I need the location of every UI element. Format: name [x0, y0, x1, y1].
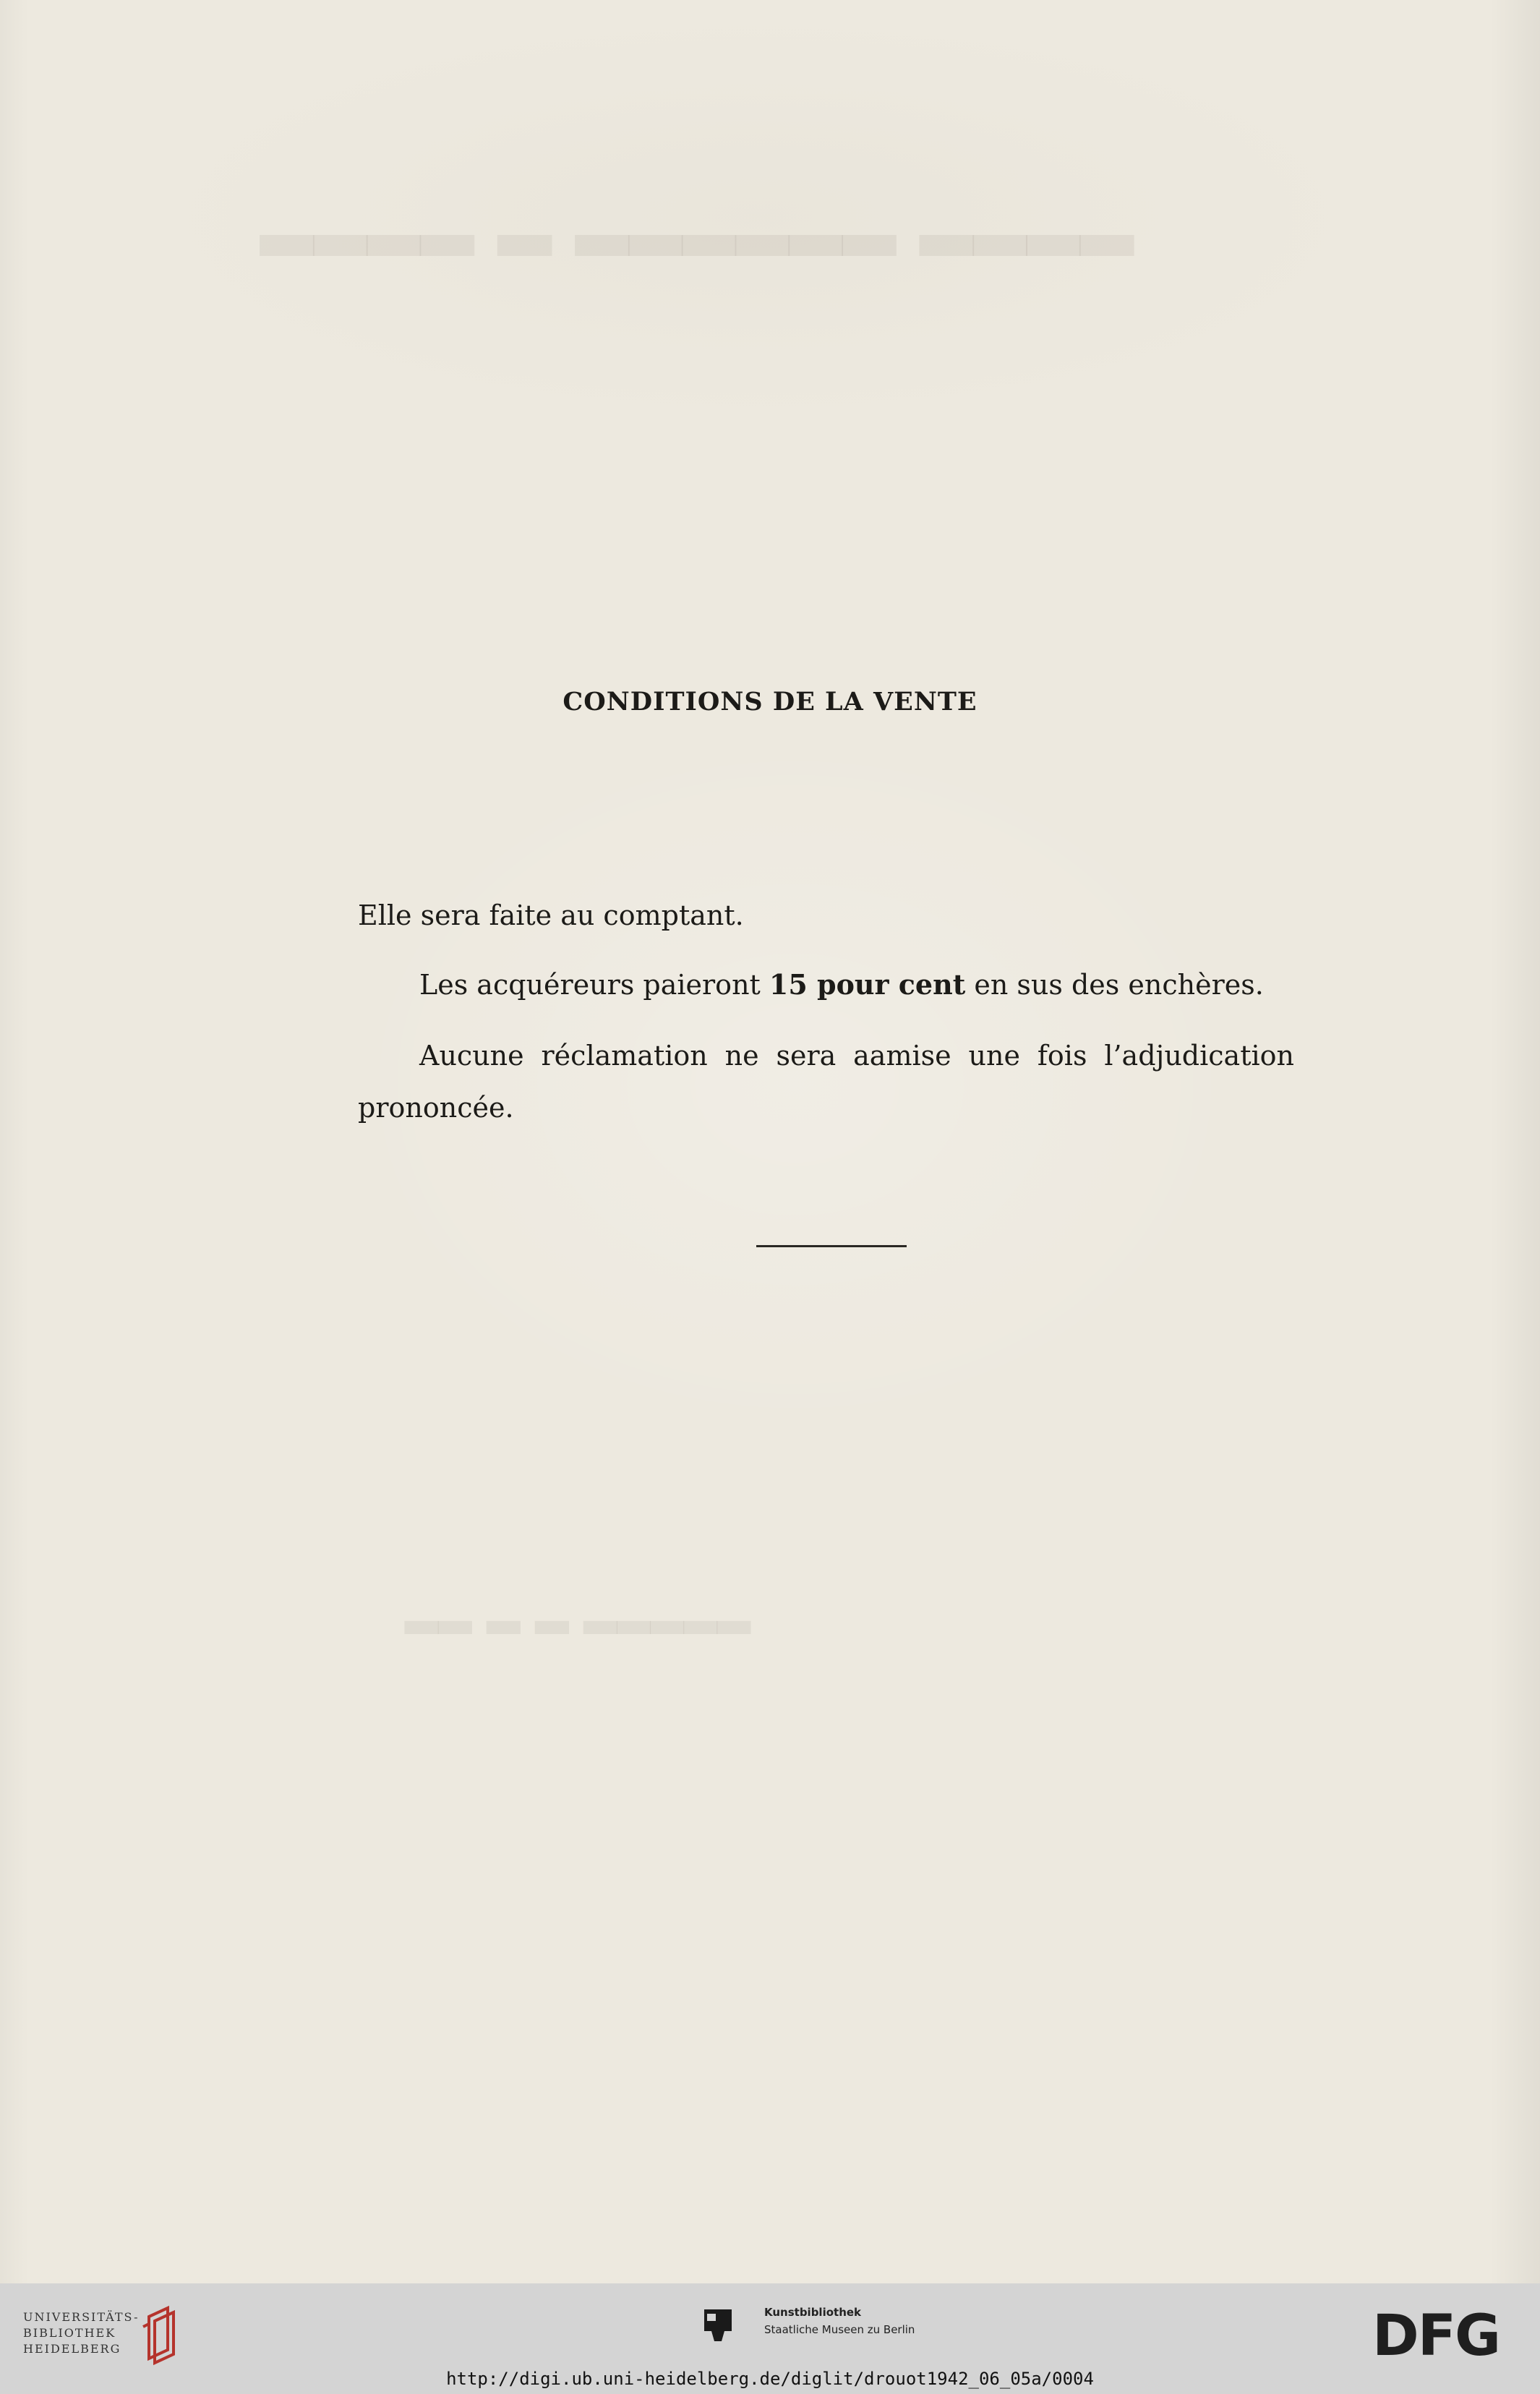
- dfg-logo[interactable]: DFG: [1372, 2304, 1500, 2369]
- permalink-url[interactable]: http://digi.ub.uni-heidelberg.de/diglit/drouot1942_06_05a/0004: [446, 2369, 1094, 2389]
- paragraph-payment: Elle sera faite au comptant.: [358, 899, 744, 931]
- heidelberg-library-logo[interactable]: [23, 2309, 139, 2357]
- kunstbibliothek-subtitle: Staatliche Museen zu Berlin: [764, 2323, 915, 2336]
- show-through-text: ▂▂ ▂ ▂ ▂▂▂▂▂: [405, 1583, 750, 1634]
- heidelberg-book-logo-icon[interactable]: [139, 2305, 185, 2367]
- uni-logo-line: BIBLIOTHEK: [23, 2326, 116, 2340]
- kunstbibliothek-logo[interactable]: [764, 2304, 915, 2338]
- show-through-text: ▂▂▂▂ ▂ ▂▂▂▂▂▂ ▂▂▂▂: [260, 174, 1134, 255]
- kunstbibliothek-title: Kunstbibliothek: [764, 2306, 862, 2319]
- viewer-footer: [0, 2283, 1540, 2394]
- paragraph-fees: [419, 959, 1264, 1011]
- uni-logo-line: HEIDELBERG: [23, 2342, 121, 2356]
- page-title: CONDITIONS DE LA VENTE: [562, 687, 978, 717]
- paragraph-claims: Aucune réclamation ne sera aamise une fois l’adjudication prononcée.: [358, 1040, 1294, 1124]
- kunstbibliothek-eagle-icon[interactable]: [704, 2305, 732, 2343]
- section-divider: [756, 1245, 907, 1247]
- fees-percentage: 15 pour cent: [769, 968, 966, 1001]
- fees-text-after: en sus des enchères.: [965, 969, 1264, 1001]
- uni-logo-line: UNIVERSITÄTS-: [23, 2310, 140, 2324]
- fees-text-before: Les acquéreurs paieront: [419, 969, 769, 1001]
